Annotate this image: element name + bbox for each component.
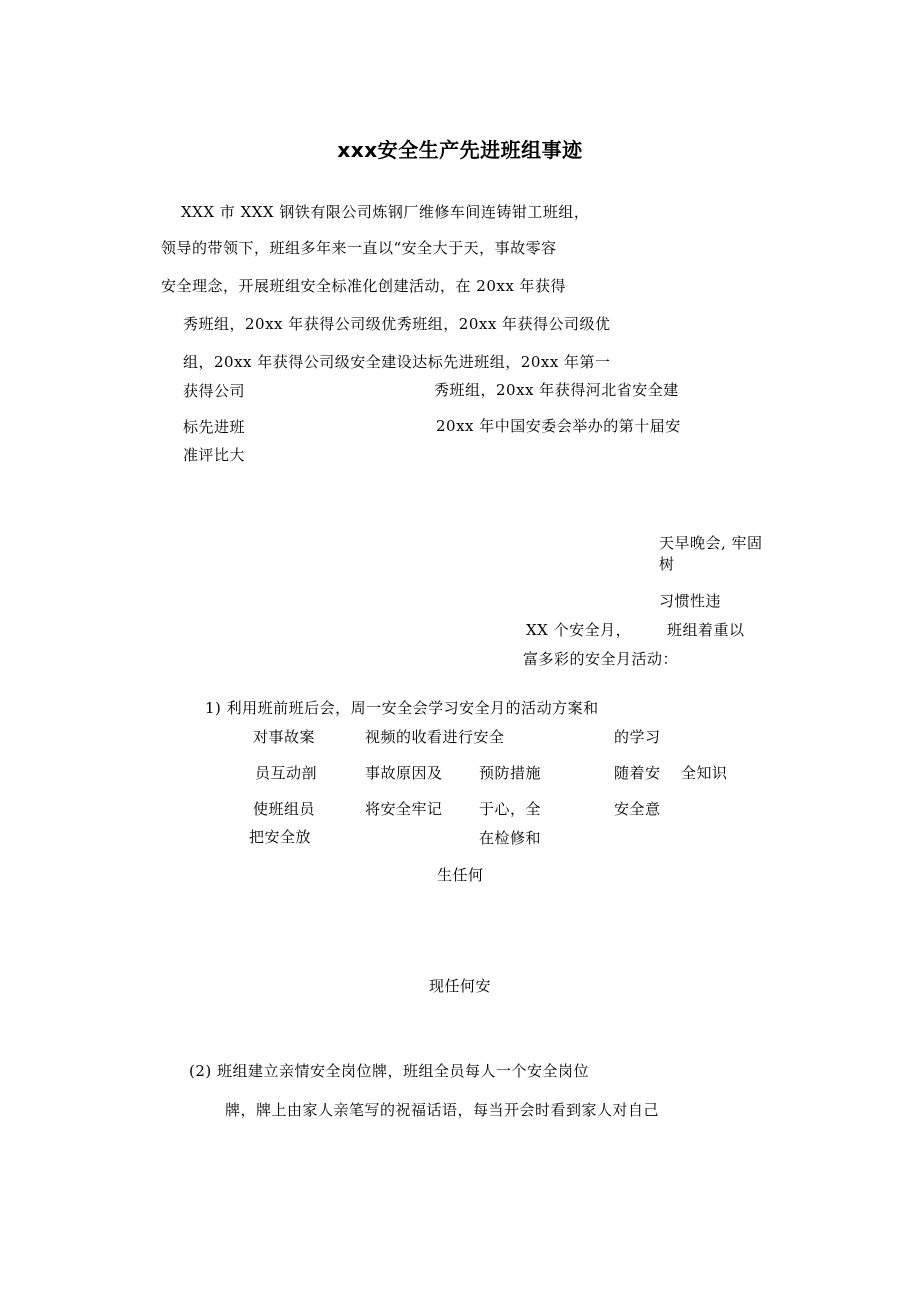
paragraph-1-line-6-left: 获得公司 [183,382,246,400]
item-1-row-1-col-1: 对事故案 [253,728,316,746]
paragraph-1-line-1: XXX 市 XXX 钢铁有限公司炼钢厂维修车间连铸钳工班组， [181,203,590,221]
item-1-row-5: 生任何 [437,866,484,884]
item-1-row-3-col-1: 使班组员 [253,800,316,818]
fragment-1: 天早晚会, 牢固 [659,534,763,552]
fragment-6: 富多彩的安全月活动： [523,650,679,668]
item-2-lead: (2) 班组建立亲情安全岗位牌，班组全员每人一个安全岗位 [189,1062,590,1080]
paragraph-1-line-4: 秀班组，20xx 年获得公司级优秀班组，20xx 年获得公司级优 [183,315,611,333]
item-1-row-2-col-5: 全知识 [681,764,728,782]
item-1-lead: 1) 利用班前班后会，周一安全会学习安全月的活动方案和 [205,699,599,717]
paragraph-1-line-3: 安全理念，开展班组安全标准化创建活动，在 20xx 年获得 [161,277,567,295]
item-2-line-2: 牌，牌上由家人亲笔写的祝福话语，每当开会时看到家人对自己 [225,1101,660,1119]
paragraph-1-line-7-right: 20xx 年中国安委会举办的第十届安 [436,417,681,435]
fragment-5: 班组着重以 [667,621,745,639]
item-1-row-2-col-2: 事故原因及 [365,764,443,782]
item-1-row-3-col-4: 安全意 [614,800,661,818]
paragraph-1-line-5: 组，20xx 年获得公司级安全建设达标先进班组，20xx 年第一 [183,353,611,371]
item-1-row-1-col-3: 的学习 [614,728,661,746]
item-1-row-4-col-1: 把安全放 [249,828,312,846]
fragment-3: 习惯性违 [659,592,722,610]
fragment-2: 树 [659,555,675,573]
item-1-row-4-col-2: 在检修和 [479,829,542,847]
item-1-row-3-col-2: 将安全牢记 [365,800,443,818]
fragment-4: XX 个安全月， [526,621,632,639]
item-1-row-3-col-3: 于心，全 [479,800,542,818]
item-1-row-2-col-3: 预防措施 [479,764,542,782]
item-1-row-6: 现任何安 [429,977,492,995]
item-1-row-1-col-2: 视频的收看进行安全 [365,728,505,746]
paragraph-1-line-2: 领导的带领下，班组多年来一直以“安全大于天，事故零容 [161,239,557,257]
item-1-row-2-col-1: 员互动剖 [255,764,318,782]
paragraph-1-line-8-left: 准评比大 [183,446,246,464]
document-title: xxx安全生产先进班组事迹 [337,138,583,162]
paragraph-1-line-6-right: 秀班组，20xx 年获得河北省安全建 [434,381,679,399]
paragraph-1-line-7-left: 标先进班 [183,418,246,436]
item-1-row-2-col-4: 随着安 [614,764,661,782]
